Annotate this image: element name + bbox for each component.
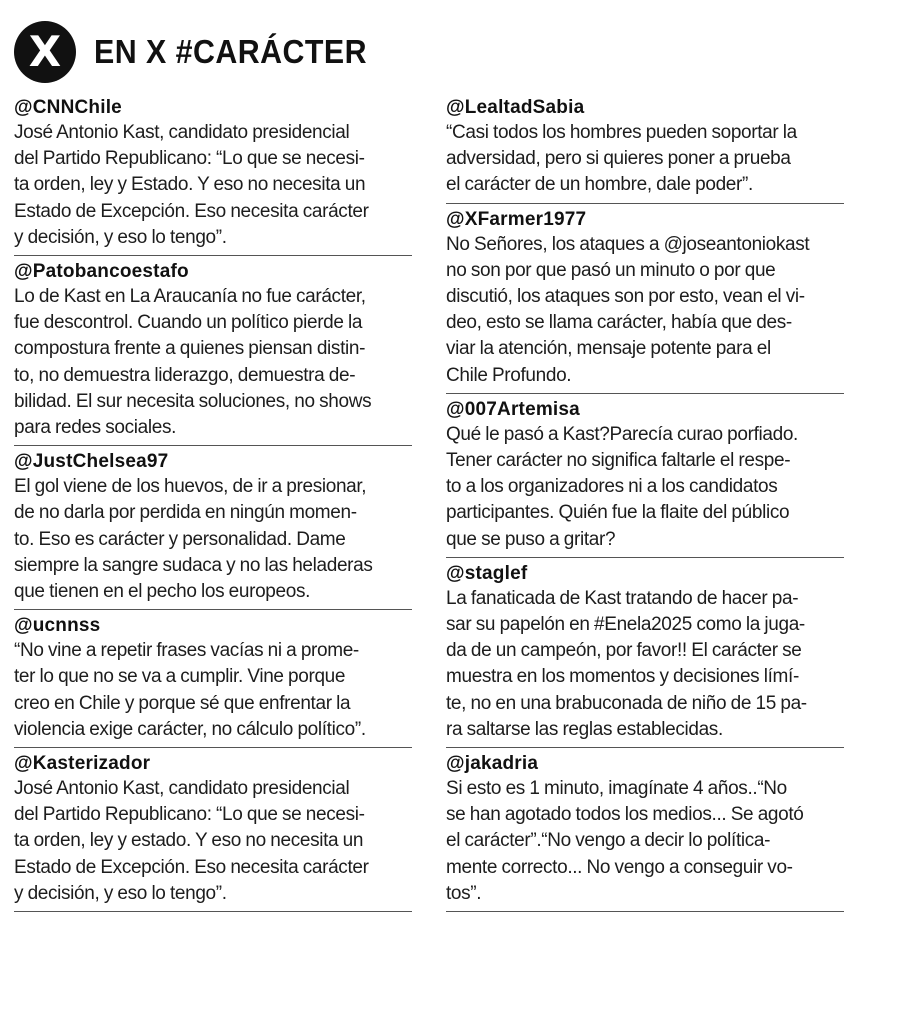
tweet-post [446, 398, 844, 558]
tweet-post [14, 450, 412, 610]
tweet-text-line: el carácter de un hombre, dale poder”. [446, 174, 753, 196]
tweet-text-line: Estado de Excepción. Eso necesita carácter [14, 200, 369, 222]
tweet-post [14, 614, 412, 748]
tweet-post [446, 562, 844, 748]
tweet-text-line: el carácter”.“No vengo a decir lo política- [446, 830, 771, 852]
tweet-post [446, 208, 844, 394]
tweet-text-line: “No vine a repetir frases vacías ni a prome- [14, 640, 359, 662]
page-title: EN X #CARÁCTER [94, 33, 367, 70]
tweet-handle[interactable]: @LealtadSabia [446, 97, 585, 118]
tweet-text-line: to a los organizadores ni a los candidatos [446, 476, 778, 498]
tweet-post [14, 96, 412, 256]
tweet-handle[interactable]: @ucnnss [14, 615, 101, 637]
tweet-text-line: discutió, los ataques son por esto, vean el vi- [446, 286, 805, 308]
tweet-text-line: José Antonio Kast, candidato presidencial [14, 778, 350, 800]
tweet-text-line: El gol viene de los huevos, de ir a presionar, [14, 476, 367, 498]
tweet-text-line: La fanaticada de Kast tratando de hacer pa- [446, 587, 799, 609]
tweet-text-line: sar su papelón en #Enela2025 como la juga- [446, 614, 805, 636]
tweet-handle[interactable]: @staglef [446, 562, 528, 584]
tweet-text-line: del Partido Republicano: “Lo que se necesi- [14, 804, 365, 826]
tweet-text-line: violencia exige carácter, no cálculo político”. [14, 718, 366, 740]
tweet-text-line: No Señores, los ataques a @joseantoniokast [446, 233, 810, 255]
tweet-text-line: que tienen en el pecho los europeos. [14, 581, 311, 603]
tweet-handle[interactable]: @CNNChile [14, 97, 122, 118]
tweet-text-line: fue descontrol. Cuando un político pierde la [14, 312, 363, 334]
tweet-post [14, 260, 412, 446]
tweet-text-line: compostura frente a quienes piensan distin- [14, 338, 366, 360]
tweet-text-line: se han agotado todos los medios... Se agotó [446, 804, 804, 826]
tweet-text-line: Lo de Kast en La Araucanía no fue carácter, [14, 286, 366, 308]
tweet-text-line: deo, esto se llama carácter, había que des- [446, 312, 792, 334]
tweet-handle[interactable]: @XFarmer1977 [446, 208, 587, 230]
tweet-text-line: y decisión, y eso lo tengo”. [14, 882, 227, 904]
tweet-text-line: del Partido Republicano: “Lo que se necesi- [14, 148, 365, 170]
tweet-text-line: siempre la sangre sudaca y no las heladeras [14, 554, 373, 576]
tweet-text-line: ra saltarse las reglas establecidas. [446, 718, 723, 740]
tweet-handle[interactable]: @jakadria [446, 753, 539, 775]
left-column [14, 96, 412, 916]
tweet-handle[interactable]: @007Artemisa [446, 398, 580, 420]
tweet-text-line: to. Eso es carácter y personalidad. Dame [14, 528, 346, 550]
tweet-text-line: para redes sociales. [14, 417, 177, 439]
tweet-text-line: no son por que pasó un minuto o por que [446, 259, 776, 281]
tweet-text-line: Chile Profundo. [446, 364, 572, 386]
tweet-text-line: mente correcto... No vengo a conseguir vo- [446, 856, 793, 878]
tweet-text-line: de no darla por perdida en ningún momen- [14, 502, 357, 524]
tweet-post [446, 96, 844, 204]
tweet-text-line: bilidad. El sur necesita soluciones, no shows [14, 390, 372, 412]
right-column [446, 96, 844, 916]
tweet-text-line: participantes. Quién fue la flaite del público [446, 502, 790, 524]
x-logo-icon: X [14, 21, 76, 83]
tweet-text-line: “Casi todos los hombres pueden soportar la [446, 122, 797, 143]
tweet-text-line: muestra en los momentos y decisiones límí- [446, 666, 799, 688]
page-header [14, 20, 391, 84]
tweet-text-line: ta orden, ley y Estado. Y eso no necesita un [14, 174, 366, 196]
tweet-text-line: ter lo que no se va a cumplir. Vine porque [14, 666, 346, 688]
tweet-text-line: adversidad, pero si quieres poner a prueba [446, 148, 791, 170]
tweet-text-line: José Antonio Kast, candidato presidencial [14, 122, 350, 143]
tweet-handle[interactable]: @JustChelsea97 [14, 451, 169, 473]
tweet-text-line: viar la atención, mensaje potente para el [446, 338, 771, 360]
tweet-text-line: ta orden, ley y estado. Y eso no necesita un [14, 830, 364, 852]
tweet-post [446, 752, 844, 912]
tweet-text-line: da de un campeón, por favor!! El carácter se [446, 640, 802, 662]
tweet-text-line: Estado de Excepción. Eso necesita carácter [14, 856, 369, 878]
tweet-text-line: Qué le pasó a Kast?Parecía curao porfiado. [446, 423, 798, 445]
tweet-text-line: Si esto es 1 minuto, imagínate 4 años..“No [446, 778, 787, 800]
tweet-handle[interactable]: @Kasterizador [14, 753, 151, 775]
tweet-text-line: creo en Chile y porque sé que enfrentar la [14, 692, 351, 714]
tweet-text-line: que se puso a gritar? [446, 528, 616, 550]
tweet-text-line: y decisión, y eso lo tengo”. [14, 226, 227, 248]
tweet-text-line: to, no demuestra liderazgo, demuestra de- [14, 364, 356, 386]
tweet-text-line: Tener carácter no significa faltarle el respe- [446, 450, 791, 472]
tweet-text-line: tos”. [446, 882, 482, 904]
tweet-handle[interactable]: @Patobancoestafo [14, 261, 189, 283]
tweet-post [14, 752, 412, 912]
tweet-text-line: te, no en una brabuconada de niño de 15 pa- [446, 692, 807, 714]
